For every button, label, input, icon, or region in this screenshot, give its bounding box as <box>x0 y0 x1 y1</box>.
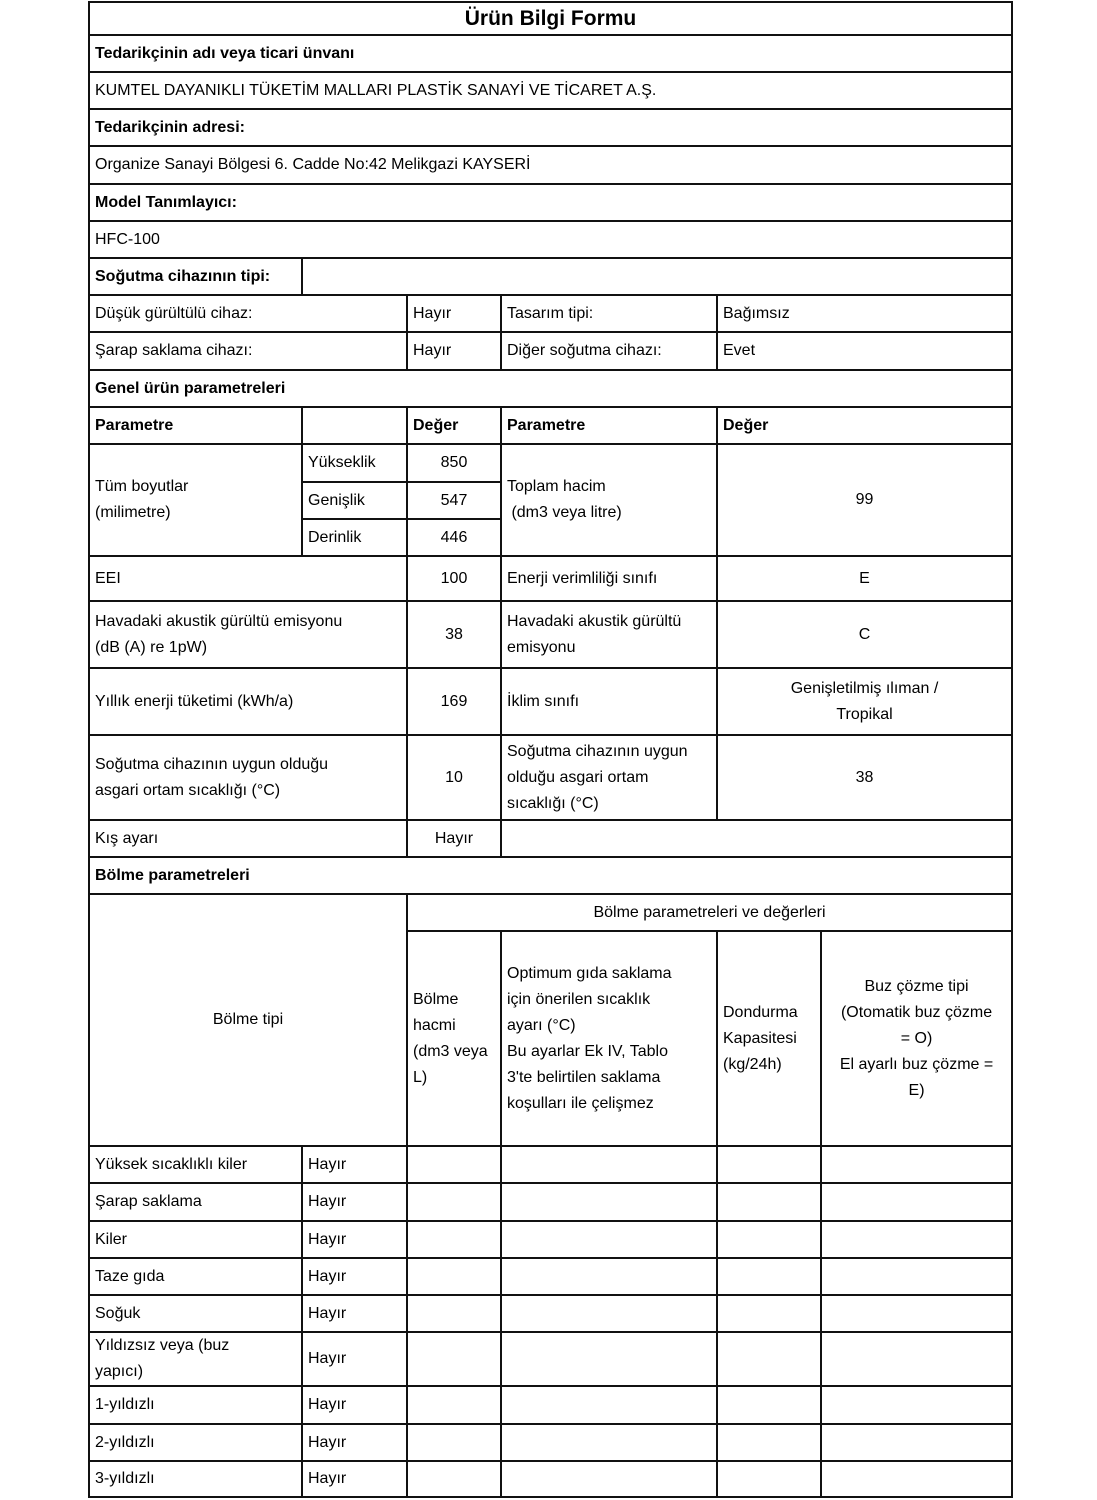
compartment-freezing-cell <box>717 1424 821 1461</box>
supplier-address-label: Tedarikçinin adresi: <box>89 109 1012 146</box>
climate-class-label: İklim sınıfı <box>501 668 717 735</box>
other-appliance-label: Diğer soğutma cihazı: <box>501 332 717 370</box>
compartment-row <box>89 1424 1012 1461</box>
form-title: Ürün Bilgi Formu <box>89 2 1012 35</box>
compartment-freezing-cell <box>717 1295 821 1332</box>
compartment-temperature-cell <box>501 1146 717 1183</box>
energy-class-label: Enerji verimliliği sınıfı <box>501 556 717 601</box>
min-ambient-temp-label: Soğutma cihazının uygun olduğu asgari ortam sıcaklığı (°C) <box>89 735 407 820</box>
eei-value: 100 <box>407 556 501 601</box>
product-information-form <box>88 1 1013 1498</box>
compartment-parameters-section-label: Bölme parametreleri <box>89 857 1012 894</box>
appliance-type-label: Soğutma cihazının tipi: <box>89 258 302 295</box>
compartment-temperature-cell <box>501 1221 717 1258</box>
annual-energy-value: 169 <box>407 668 501 735</box>
compartment-volume-cell <box>407 1295 501 1332</box>
value-header-right: Değer <box>717 407 1012 444</box>
compartment-volume-header: Bölme hacmi (dm3 veya L) <box>407 931 501 1146</box>
compartment-name: Kiler <box>89 1221 302 1258</box>
winter-setting-value: Hayır <box>407 820 501 857</box>
parameter-header-right: Parametre <box>501 407 717 444</box>
compartment-name: 1-yıldızlı <box>89 1386 302 1424</box>
compartment-freezing-cell <box>717 1146 821 1183</box>
compartment-row <box>89 1258 1012 1295</box>
total-volume-label: Toplam hacim (dm3 veya litre) <box>501 444 717 556</box>
compartment-defrost-cell <box>821 1295 1012 1332</box>
compartment-freezing-cell <box>717 1258 821 1295</box>
compartment-row <box>89 1183 1012 1221</box>
compartment-name: 2-yıldızlı <box>89 1424 302 1461</box>
supplier-address: Organize Sanayi Bölgesi 6. Cadde No:42 Melikgazi KAYSERİ <box>89 146 1012 184</box>
design-type-label: Tasarım tipi: <box>501 295 717 332</box>
compartment-temperature-cell <box>501 1183 717 1221</box>
max-ambient-temp-value: 38 <box>717 735 1012 820</box>
compartment-present: Hayır <box>302 1183 407 1221</box>
model-label: Model Tanımlayıcı: <box>89 184 1012 221</box>
compartment-temperature-cell <box>501 1295 717 1332</box>
compartment-freezing-cell <box>717 1221 821 1258</box>
compartment-defrost-cell <box>821 1146 1012 1183</box>
compartment-volume-cell <box>407 1183 501 1221</box>
appliance-type-blank-cell <box>302 258 1012 295</box>
compartment-present: Hayır <box>302 1461 407 1497</box>
compartment-freezing-cell <box>717 1386 821 1424</box>
compartment-name: Şarap saklama <box>89 1183 302 1221</box>
other-appliance-value: Evet <box>717 332 1012 370</box>
compartment-row <box>89 1461 1012 1497</box>
min-ambient-temp-value: 10 <box>407 735 501 820</box>
annual-energy-label: Yıllık enerji tüketimi (kWh/a) <box>89 668 407 735</box>
design-type-value: Bağımsız <box>717 295 1012 332</box>
compartment-temperature-cell <box>501 1424 717 1461</box>
value-header-left: Değer <box>407 407 501 444</box>
compartment-volume-cell <box>407 1386 501 1424</box>
supplier-name: KUMTEL DAYANIKLI TÜKETİM MALLARI PLASTİK SANAYİ VE TİCARET A.Ş. <box>89 72 1012 109</box>
compartment-defrost-cell <box>821 1424 1012 1461</box>
compartment-name: Taze gıda <box>89 1258 302 1295</box>
compartment-volume-cell <box>407 1424 501 1461</box>
compartment-temperature-cell <box>501 1332 717 1386</box>
compartment-volume-cell <box>407 1461 501 1497</box>
parameter-header-left: Parametre <box>89 407 302 444</box>
compartment-defrost-cell <box>821 1183 1012 1221</box>
header-blank-cell <box>302 407 407 444</box>
height-label: Yükseklik <box>302 444 407 482</box>
low-noise-label: Düşük gürültülü cihaz: <box>89 295 407 332</box>
compartment-present: Hayır <box>302 1295 407 1332</box>
compartment-name: Yıldızsız veya (buz yapıcı) <box>89 1332 302 1386</box>
noise-class-value: C <box>717 601 1012 668</box>
compartment-row <box>89 1146 1012 1183</box>
depth-label: Derinlik <box>302 519 407 556</box>
compartment-temperature-cell <box>501 1386 717 1424</box>
compartment-row <box>89 1295 1012 1332</box>
compartment-present: Hayır <box>302 1424 407 1461</box>
defrost-type-header: Buz çözme tipi (Otomatik buz çözme = O) El ayarlı buz çözme = E) <box>821 931 1012 1146</box>
compartment-present: Hayır <box>302 1386 407 1424</box>
compartment-row <box>89 1332 1012 1386</box>
supplier-name-label: Tedarikçinin adı veya ticari ünvanı <box>89 35 1012 72</box>
winter-setting-label: Kış ayarı <box>89 820 407 857</box>
compartment-name: 3-yıldızlı <box>89 1461 302 1497</box>
total-volume-value: 99 <box>717 444 1012 556</box>
compartment-volume-cell <box>407 1221 501 1258</box>
compartment-temperature-cell <box>501 1461 717 1497</box>
general-parameters-section-label: Genel ürün parametreleri <box>89 370 1012 407</box>
overall-dimensions-label: Tüm boyutlar (milimetre) <box>89 444 302 556</box>
eei-label: EEI <box>89 556 407 601</box>
compartment-defrost-cell <box>821 1386 1012 1424</box>
wine-storage-label: Şarap saklama cihazı: <box>89 332 407 370</box>
compartment-defrost-cell <box>821 1332 1012 1386</box>
noise-class-label: Havadaki akustik gürültü emisyonu <box>501 601 717 668</box>
energy-class-value: E <box>717 556 1012 601</box>
compartment-temperature-header: Optimum gıda saklama için önerilen sıcaklık ayarı (°C) Bu ayarlar Ek IV, Tablo 3'te belirtilen saklama koşulları ile çelişmez <box>501 931 717 1146</box>
compartment-volume-cell <box>407 1146 501 1183</box>
width-label: Genişlik <box>302 482 407 519</box>
compartment-defrost-cell <box>821 1221 1012 1258</box>
compartment-temperature-cell <box>501 1258 717 1295</box>
max-ambient-temp-label: Soğutma cihazının uygun olduğu asgari ortam sıcaklığı (°C) <box>501 735 717 820</box>
compartment-freezing-cell <box>717 1332 821 1386</box>
compartment-freezing-cell <box>717 1461 821 1497</box>
noise-emission-value: 38 <box>407 601 501 668</box>
compartment-present: Hayır <box>302 1332 407 1386</box>
compartment-volume-cell <box>407 1258 501 1295</box>
compartment-defrost-cell <box>821 1258 1012 1295</box>
compartment-type-header: Bölme tipi <box>89 894 407 1146</box>
width-value: 547 <box>407 482 501 519</box>
winter-blank-cell <box>501 820 1012 857</box>
climate-class-value: Genişletilmiş ılıman / Tropikal <box>717 668 1012 735</box>
freezing-capacity-header: Dondurma Kapasitesi (kg/24h) <box>717 931 821 1146</box>
wine-storage-value: Hayır <box>407 332 501 370</box>
compartment-present: Hayır <box>302 1258 407 1295</box>
compartment-present: Hayır <box>302 1146 407 1183</box>
compartment-name: Yüksek sıcaklıklı kiler <box>89 1146 302 1183</box>
compartment-row <box>89 1221 1012 1258</box>
compartment-freezing-cell <box>717 1183 821 1221</box>
compartment-defrost-cell <box>821 1461 1012 1497</box>
compartment-name: Soğuk <box>89 1295 302 1332</box>
compartment-volume-cell <box>407 1332 501 1386</box>
compartment-present: Hayır <box>302 1221 407 1258</box>
depth-value: 446 <box>407 519 501 556</box>
compartment-row <box>89 1386 1012 1424</box>
compartment-group-header: Bölme parametreleri ve değerleri <box>407 894 1012 931</box>
height-value: 850 <box>407 444 501 482</box>
model-identifier: HFC-100 <box>89 221 1012 258</box>
noise-emission-label: Havadaki akustik gürültü emisyonu (dB (A) re 1pW) <box>89 601 407 668</box>
low-noise-value: Hayır <box>407 295 501 332</box>
